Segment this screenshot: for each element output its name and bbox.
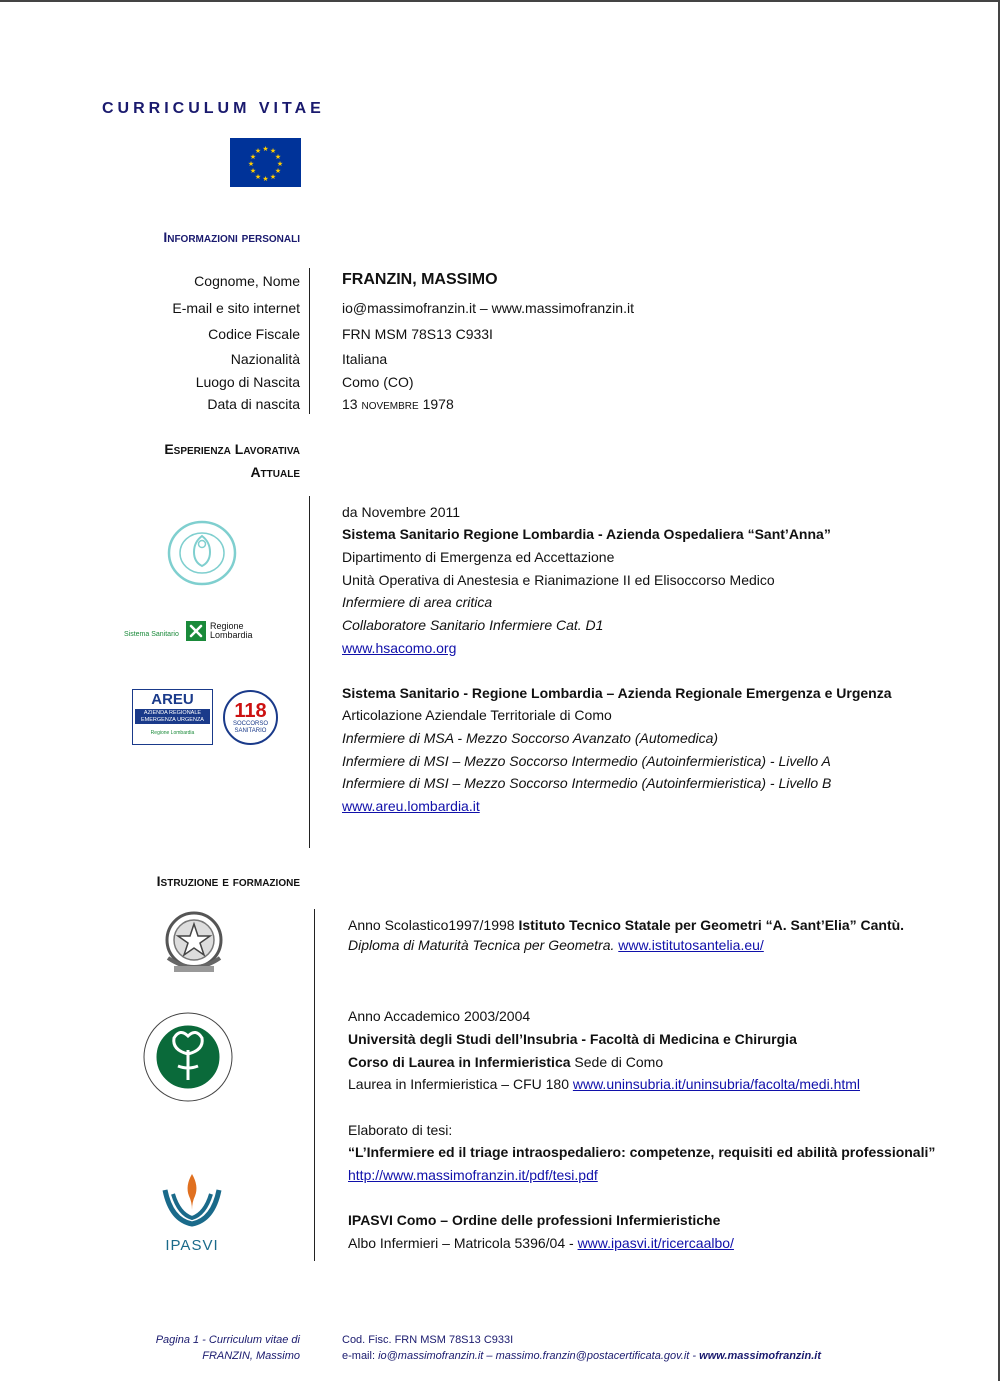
job1-role2: Collaboratore Sanitario Infermiere Cat. D1 [342, 617, 604, 633]
label-name: Cognome, Nome [194, 273, 300, 289]
ipasvi-reg: Albo Infermieri – Matricola 5396/04 - [348, 1235, 578, 1251]
ipasvi-name: IPASVI Como – Ordine delle professioni Infermieristiche [348, 1212, 721, 1228]
divider [309, 268, 310, 414]
ipasvi-link[interactable]: www.ipasvi.it/ricercaalbo/ [577, 1235, 734, 1251]
value-email: io@massimofranzin.it – www.massimofranzin.it [342, 300, 634, 316]
areu-logo [132, 689, 213, 745]
svg-text:★: ★ [254, 147, 262, 155]
value-birthdate [342, 396, 454, 412]
logo-ss-text: Sistema Sanitario [124, 631, 179, 638]
school-diploma: Diploma di Maturità Tecnica per Geometra. [348, 937, 615, 953]
job2-employer: Sistema Sanitario - Regione Lombardia – Azienda Regionale Emergenza e Urgenza [342, 685, 892, 701]
areu-sub2: EMERGENZA URGENZA [141, 716, 204, 723]
logo-rl-text [210, 622, 253, 640]
eu-flag-icon [230, 138, 301, 187]
value-birthplace: Como (CO) [342, 374, 414, 390]
svg-text:★: ★ [249, 153, 257, 161]
regione-lombardia-icon [186, 621, 206, 641]
uni-course-line [348, 1054, 663, 1070]
footer-name: FRANZIN, Massimo [202, 1350, 300, 1362]
svg-text:★: ★ [262, 175, 269, 183]
label-tax-code: Codice Fiscale [208, 326, 300, 342]
footer-left [100, 1332, 300, 1364]
school-year: Anno Scolastico1997/1998 [348, 917, 519, 933]
uni-course: Corso di Laurea in Infermieristica [348, 1054, 571, 1070]
svg-text:★: ★ [274, 167, 282, 175]
footer-email-prefix: e-mail: [342, 1350, 379, 1362]
areu-logo-text: AREU [151, 691, 194, 708]
divider [314, 909, 315, 1261]
svg-text:★: ★ [274, 153, 282, 161]
italian-emblem-icon [160, 902, 228, 985]
label-birthdate: Data di nascita [207, 396, 300, 412]
badge-118-icon [223, 690, 278, 745]
footer-right [342, 1332, 821, 1364]
footer-page-label: Pagina 1 - Curriculum vitae di [155, 1334, 300, 1346]
footer-tax-code: Cod. Fisc. FRN MSM 78S13 C933I [342, 1334, 514, 1346]
footer-emails: io@massimofranzin.it – massimo.franzin@postacertificata.gov.it - [378, 1350, 700, 1362]
svg-text:★: ★ [262, 145, 269, 153]
label-email: E-mail e sito internet [172, 300, 300, 316]
section-education: Istruzione e formazione [156, 873, 300, 889]
areu-sub [135, 709, 210, 724]
label-nationality: Nazionalità [230, 351, 300, 367]
svg-text:★: ★ [249, 167, 257, 175]
ipasvi-logo-text: IPASVI [165, 1237, 219, 1254]
areu-sub1: AZIENDA REGIONALE [143, 710, 202, 716]
job2-dept: Articolazione Aziendale Territoriale di Como [342, 707, 612, 723]
svg-text:★: ★ [269, 173, 277, 181]
birth-day: 13 [342, 396, 358, 412]
footer-site: www.massimofranzin.it [699, 1350, 821, 1362]
logo-rl-line2: Lombardia [210, 630, 253, 640]
hospital-como-logo-icon [167, 520, 237, 591]
uni-degree: Laurea in Infermieristica – CFU 180 [348, 1076, 573, 1092]
thesis-link[interactable]: http://www.massimofranzin.it/pdf/tesi.pdf [348, 1167, 598, 1183]
svg-text:★: ★ [269, 147, 277, 155]
uni-seat: Sede di Como [570, 1054, 664, 1070]
job1-since: da Novembre 2011 [342, 504, 461, 520]
school-name: Istituto Tecnico Statale per Geometri “A. Sant’Elia” Cantù. [518, 917, 905, 933]
value-nationality: Italiana [342, 351, 388, 367]
ipasvi-reg-line [348, 1235, 734, 1251]
school-link[interactable]: www.istitutosantelia.eu/ [618, 937, 764, 953]
section-work-experience [100, 438, 300, 484]
page-title: CURRICULUM VITAE [102, 100, 325, 117]
job2-role3: Infermiere di MSI – Mezzo Soccorso Intermedio (Autoinfermieristica) - Livello B [342, 775, 832, 791]
ipasvi-logo [157, 1172, 227, 1256]
job2-role2: Infermiere di MSI – Mezzo Soccorso Intermedio (Autoinfermieristica) - Livello A [342, 753, 831, 769]
badge-118-sub2: SANITARIO [234, 728, 267, 734]
birth-month: novembre [361, 396, 419, 412]
birth-year: 1978 [422, 396, 454, 412]
school-line [348, 917, 904, 933]
badge-118-number: 118 [234, 700, 267, 722]
uni-name: Università degli Studi dell’Insubria - Facoltà di Medicina e Chirurgia [348, 1031, 797, 1047]
section-personal-info: Informazioni personali [163, 229, 300, 245]
insubria-seal-icon [141, 1010, 235, 1109]
value-tax-code: FRN MSM 78S13 C933I [342, 326, 493, 342]
label-birthplace: Luogo di Nascita [195, 374, 300, 390]
thesis-title: “L’Infermiere ed il triage intraospedaliero: competenze, requisiti ed abilità professionali” [348, 1144, 936, 1160]
school-diploma-line [348, 937, 764, 953]
footer-contacts [342, 1348, 821, 1364]
job1-unit: Unità Operativa di Anestesia e Rianimazione II ed Elisoccorso Medico [342, 572, 775, 588]
value-name: FRANZIN, MASSIMO [342, 271, 498, 288]
logo-rl-line1: Regione [210, 621, 244, 631]
uni-year: Anno Accademico 2003/2004 [348, 1008, 531, 1024]
uni-degree-line [348, 1076, 860, 1092]
svg-text:★: ★ [254, 173, 262, 181]
job1-dept: Dipartimento di Emergenza ed Accettazione [342, 549, 615, 565]
thesis-label: Elaborato di tesi: [348, 1122, 453, 1138]
job1-role1: Infermiere di area critica [342, 594, 493, 610]
svg-text:★: ★ [247, 160, 255, 168]
job1-employer: Sistema Sanitario Regione Lombardia - Azienda Ospedaliera “Sant’Anna” [342, 526, 831, 542]
svg-text:★: ★ [276, 160, 284, 168]
badge-118-sub1: SOCCORSO [232, 721, 268, 727]
divider [309, 496, 310, 848]
uni-link[interactable]: www.uninsubria.it/uninsubria/facolta/medi.html [572, 1076, 861, 1092]
section-work-title-2: Attuale [250, 464, 300, 480]
areu-rl: Regione Lombardia [150, 730, 195, 736]
ipasvi-hands-icon [161, 1172, 223, 1230]
job2-link[interactable]: www.areu.lombardia.it [342, 798, 480, 814]
regione-lombardia-logo [124, 619, 264, 645]
section-work-title-1: Esperienza Lavorativa [164, 441, 300, 457]
job1-link[interactable]: www.hsacomo.org [342, 640, 457, 656]
job2-role1: Infermiere di MSA - Mezzo Soccorso Avanzato (Automedica) [342, 730, 719, 746]
